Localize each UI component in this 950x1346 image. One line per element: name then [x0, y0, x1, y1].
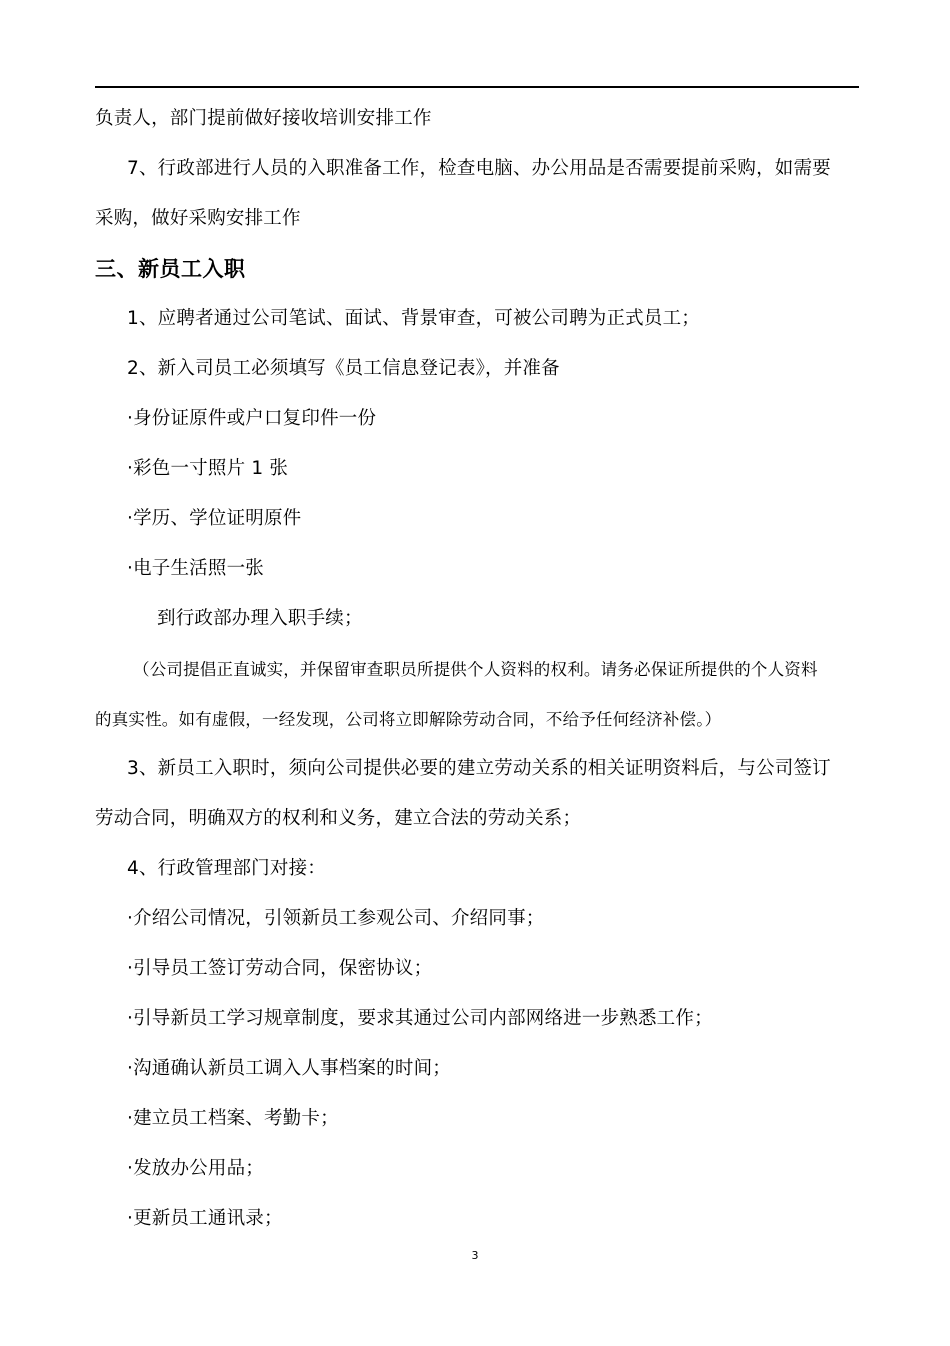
paragraph-line: 采购，做好采购安排工作 [95, 208, 301, 229]
bullet-item: ·引导新员工学习规章制度，要求其通过公司内部网络进一步熟悉工作； [127, 1008, 713, 1029]
list-item: 1、应聘者通过公司笔试、面试、背景审查，可被公司聘为正式员工； [127, 308, 700, 329]
bullet-item: ·发放办公用品； [127, 1158, 264, 1179]
bullet-item: ·学历、学位证明原件 [127, 508, 302, 529]
bullet-item: ·介绍公司情况，引领新员工参观公司、介绍同事； [127, 908, 545, 929]
bullet-item: ·引导员工签订劳动合同，保密协议； [127, 958, 433, 979]
bullet-item: ·沟通确认新员工调入人事档案的时间； [127, 1058, 451, 1079]
paragraph-line: 负责人，部门提前做好接收培训安排工作 [95, 108, 432, 129]
list-item: 3、新员工入职时，须向公司提供必要的建立劳动关系的相关证明资料后，与公司签订 [127, 758, 831, 779]
list-item: 4、行政管理部门对接： [127, 858, 326, 879]
bullet-item: ·建立员工档案、考勤卡； [127, 1108, 339, 1129]
bullet-item: ·更新员工通讯录； [127, 1208, 283, 1229]
paragraph-line: 7、行政部进行人员的入职准备工作，检查电脑、办公用品是否需要提前采购，如需要 [127, 158, 831, 179]
note-line: 的真实性。如有虚假，一经发现，公司将立即解除劳动合同，不给予任何经济补偿。） [95, 710, 722, 729]
header-rule [95, 86, 859, 88]
bullet-item: ·电子生活照一张 [127, 558, 264, 579]
page-number: 3 [471, 1249, 479, 1262]
bullet-item: ·身份证原件或户口复印件一份 [127, 408, 377, 429]
paragraph-line: 到行政部办理入职手续； [157, 608, 363, 629]
note-line: （公司提倡正直诚实，并保留审查职员所提供个人资料的权利。请务必保证所提供的个人资料 [133, 660, 818, 679]
section-heading: 三、新员工入职 [95, 257, 246, 281]
list-item: 2、新入司员工必须填写《员工信息登记表》，并准备 [127, 358, 560, 379]
paragraph-line: 劳动合同，明确双方的权利和义务，建立合法的劳动关系； [95, 808, 582, 829]
bullet-item: ·彩色一寸照片 1 张 [127, 458, 289, 479]
